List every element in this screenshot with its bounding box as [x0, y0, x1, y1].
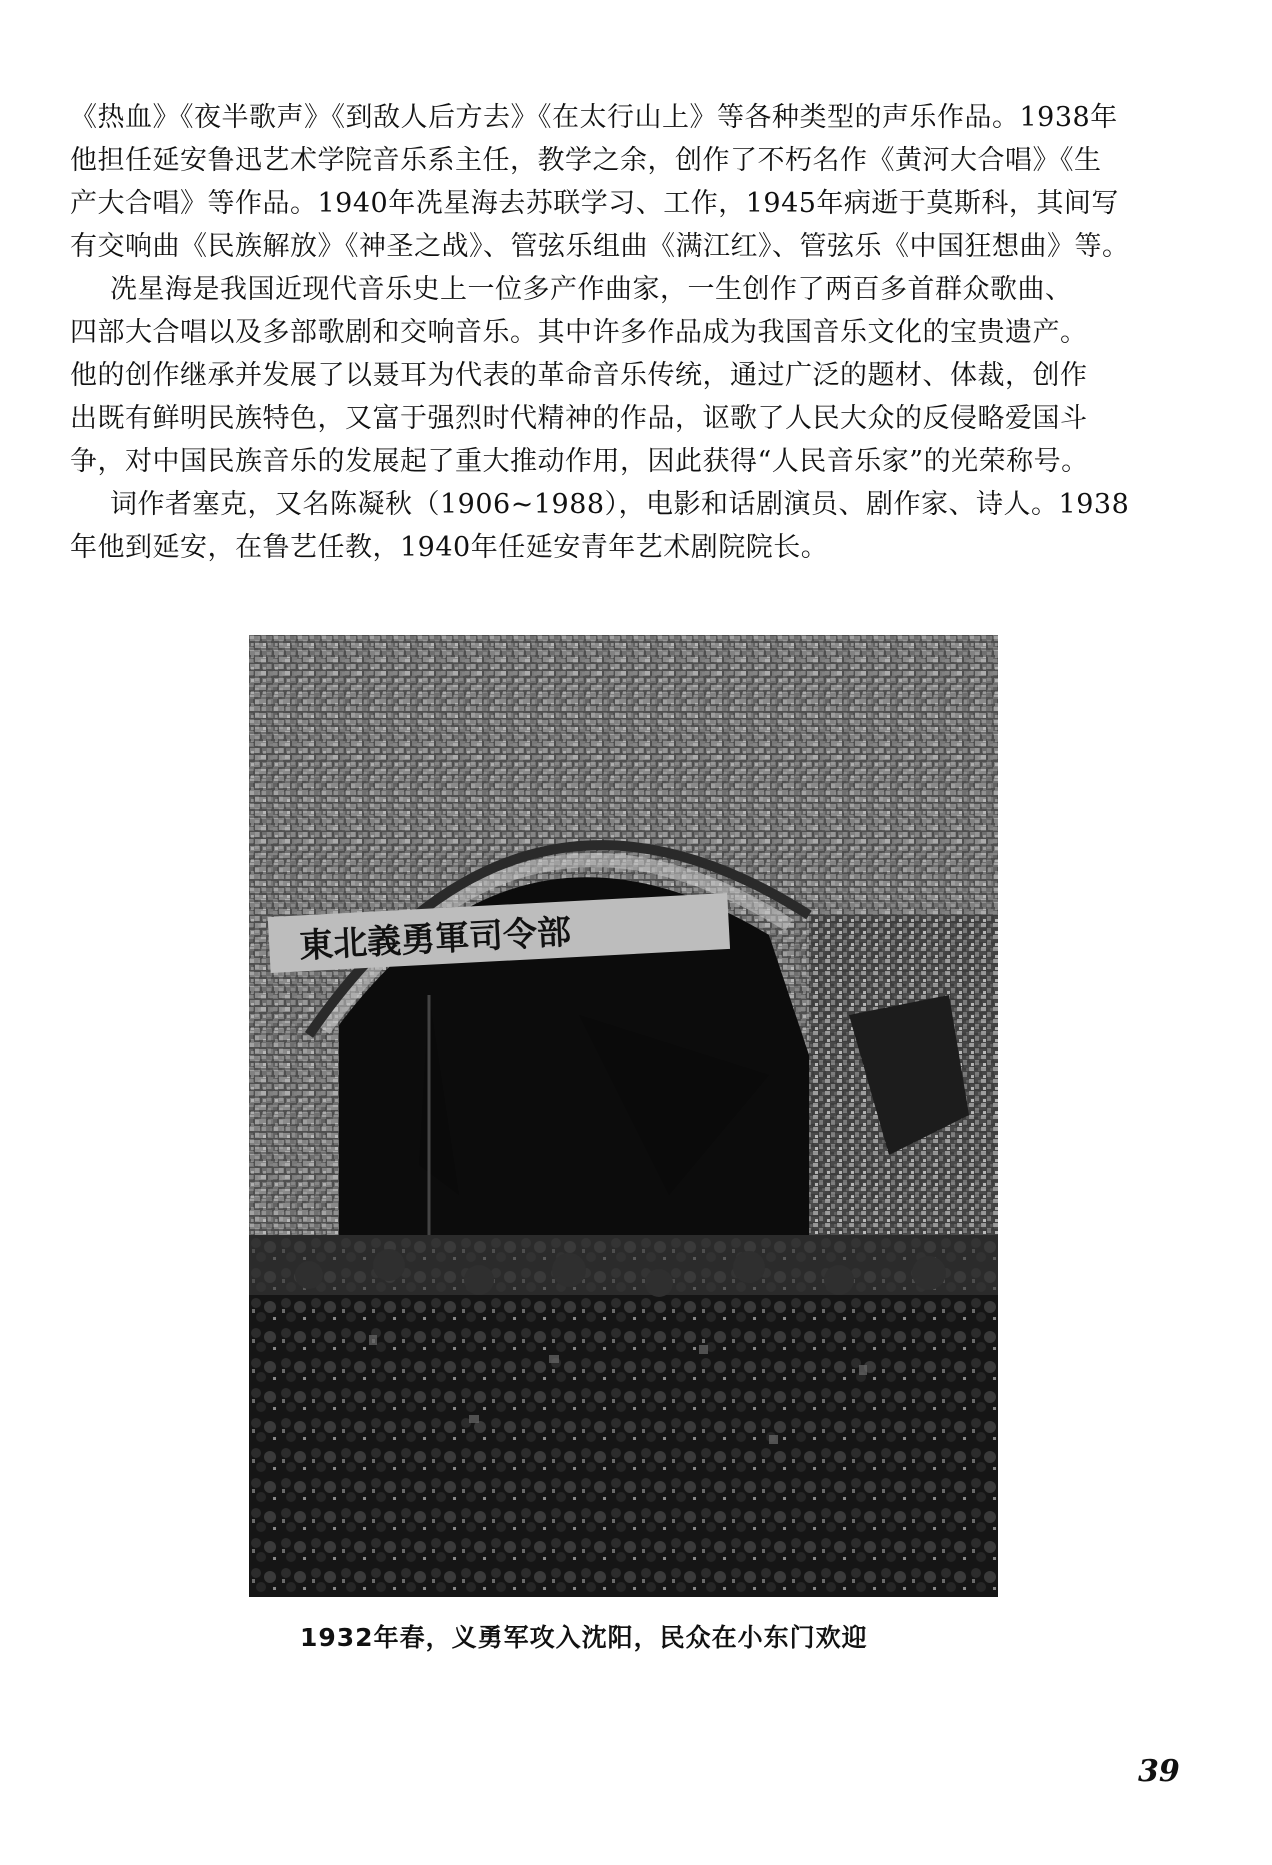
- photo-caption: 1932年春，义勇军攻入沈阳，民众在小东门欢迎: [300, 1623, 868, 1652]
- text-line: 产大合唱》等作品。1940年冼星海去苏联学习、工作，1945年病逝于莫斯科，其间写: [70, 188, 1119, 219]
- historical-photo: [249, 635, 998, 1597]
- banner-text: 東北義勇軍司令部: [298, 912, 573, 967]
- text-line: 《热血》《夜半歌声》《到敌人后方去》《在太行山上》等各种类型的声乐作品。1938年: [70, 102, 1118, 133]
- text-line-paragraph-start: 词作者塞克，又名陈凝秋（1906~1988），电影和话剧演员、剧作家、诗人。1938: [110, 489, 1130, 520]
- text-line: 他担任延安鲁迅艺术学院音乐系主任，教学之余，创作了不朽名作《黄河大合唱》《生: [70, 145, 1102, 176]
- text-line: 有交响曲《民族解放》《神圣之战》、管弦乐组曲《满江红》、管弦乐《中国狂想曲》等。: [70, 231, 1130, 262]
- page-number: 39: [1138, 1754, 1180, 1789]
- text-line: 争，对中国民族音乐的发展起了重大推动作用，因此获得“人民音乐家”的光荣称号。: [70, 446, 1089, 477]
- photo-illustration: [249, 635, 998, 1597]
- text-line: 年他到延安，在鲁艺任教，1940年任延安青年艺术剧院院长。: [70, 532, 829, 563]
- body-text: [70, 96, 1190, 569]
- text-line: 他的创作继承并发展了以聂耳为代表的革命音乐传统，通过广泛的题材、体裁，创作: [70, 360, 1088, 391]
- text-line-paragraph-start: 冼星海是我国近现代音乐史上一位多产作曲家，一生创作了两百多首群众歌曲、: [110, 274, 1073, 305]
- text-line: 出既有鲜明民族特色，又富于强烈时代精神的作品，讴歌了人民大众的反侵略爱国斗: [70, 403, 1088, 434]
- text-line: 四部大合唱以及多部歌剧和交响音乐。其中许多作品成为我国音乐文化的宝贵遗产。: [70, 317, 1088, 348]
